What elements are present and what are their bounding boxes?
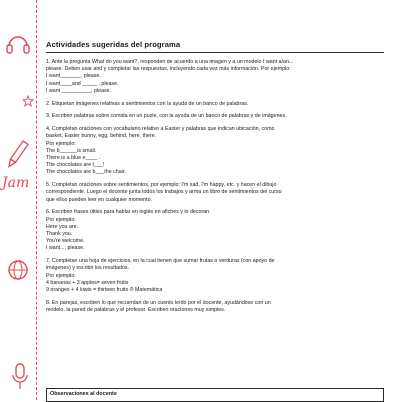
activity-6	[46, 209, 384, 252]
text-line: 4. Completan oraciones con vocabulario relativo a Easter y palabras que indican ubicación, como	[46, 126, 275, 133]
text-line: You're welcome.	[46, 238, 85, 245]
text-line: que ellos pueden leer en cualquier momento.	[46, 196, 153, 203]
text-line: The b______is small.	[46, 147, 97, 154]
text-line: 2. Etiquetan imágenes relativas a sentimientos con la ayuda de un banco de palabras.	[46, 100, 249, 107]
jam-text: Jam	[2, 175, 30, 191]
headphones-icon	[4, 30, 32, 58]
activity-4	[46, 126, 384, 176]
globe-icon	[6, 258, 30, 282]
text-line: Por ejemplo:	[46, 216, 76, 223]
text-line: 9 oranges + 4 kiwis = thirteen fruits ® Matemática	[46, 287, 163, 294]
text-line: There is a blue e____ .	[46, 155, 101, 162]
activity-1	[46, 59, 384, 95]
text-line: correspondiente. Luego el docente junta todos los trabajos y arma un libro de sentimientos del curso	[46, 189, 282, 196]
text-line: 1. Ante la pregunta What do you want?, responden de acuerdo a una imagen y a un modelo I want a/an...	[46, 59, 294, 65]
text-line: imágenes) y escribir los resultados.	[46, 265, 130, 272]
text-line: basket, Easter bunny, egg, behind, here, there.	[46, 133, 157, 140]
document-body	[46, 40, 384, 320]
text-line: 6. Escriben frases útiles para hablar en inglés en afiches y lo decoran.	[46, 209, 211, 216]
text-line: I want____and _____ , please.	[46, 80, 119, 87]
text-line: Por ejemplo:	[46, 272, 76, 279]
text-line: please. Deben usar and y completar las respuestas, incluyendo cada vez más información. Por ejemplo:	[46, 66, 291, 73]
text-line: 4 bananas + 3 apples= seven fruits	[46, 279, 129, 286]
text-line: 8. En parejas, escriben lo que recuerdan de un cuento leído por el docente, ayudándose con un	[46, 299, 271, 306]
activity-3	[46, 113, 384, 120]
microphone-icon	[10, 362, 30, 392]
sidebar-dashed-line	[36, 0, 38, 400]
text-line: Thank you.	[46, 231, 73, 238]
star-icon	[22, 95, 34, 107]
text-line: I want_______, please.	[46, 73, 101, 80]
activity-7	[46, 258, 384, 294]
text-line: I want..., please.	[46, 245, 85, 252]
text-line: 5. Completan oraciones sobre sentimientos, por ejemplo: I'm sad, I'm happy, etc. y hacen el dibujo	[46, 182, 277, 189]
text-line: 7. Completan una hoja de ejercicios, en la cual tienen que sumar frutas o verduras (con apoyo de	[46, 258, 275, 265]
text-line: 3. Escriben palabras sobre comida en un puzle, con la ayuda de un banco de palabras y de imágenes.	[46, 113, 287, 120]
text-line: I want __________, please.	[46, 87, 112, 94]
activity-2	[46, 101, 384, 108]
pencil-icon	[4, 138, 30, 172]
text-line: The chocolates are b___the chair.	[46, 169, 126, 176]
text-line: Por ejemplo:	[46, 140, 76, 147]
text-line: The chocolates are t___!	[46, 162, 105, 169]
activity-8	[46, 300, 384, 314]
text-line: Here you are.	[46, 223, 79, 230]
page-title: Actividades sugeridas del programa	[46, 40, 384, 53]
text-line: modelo, la pared de palabras y el profesor. Escriben oraciones muy simples.	[46, 307, 226, 314]
activity-5	[46, 182, 384, 204]
observations-label: Observaciones al docente	[50, 391, 117, 397]
